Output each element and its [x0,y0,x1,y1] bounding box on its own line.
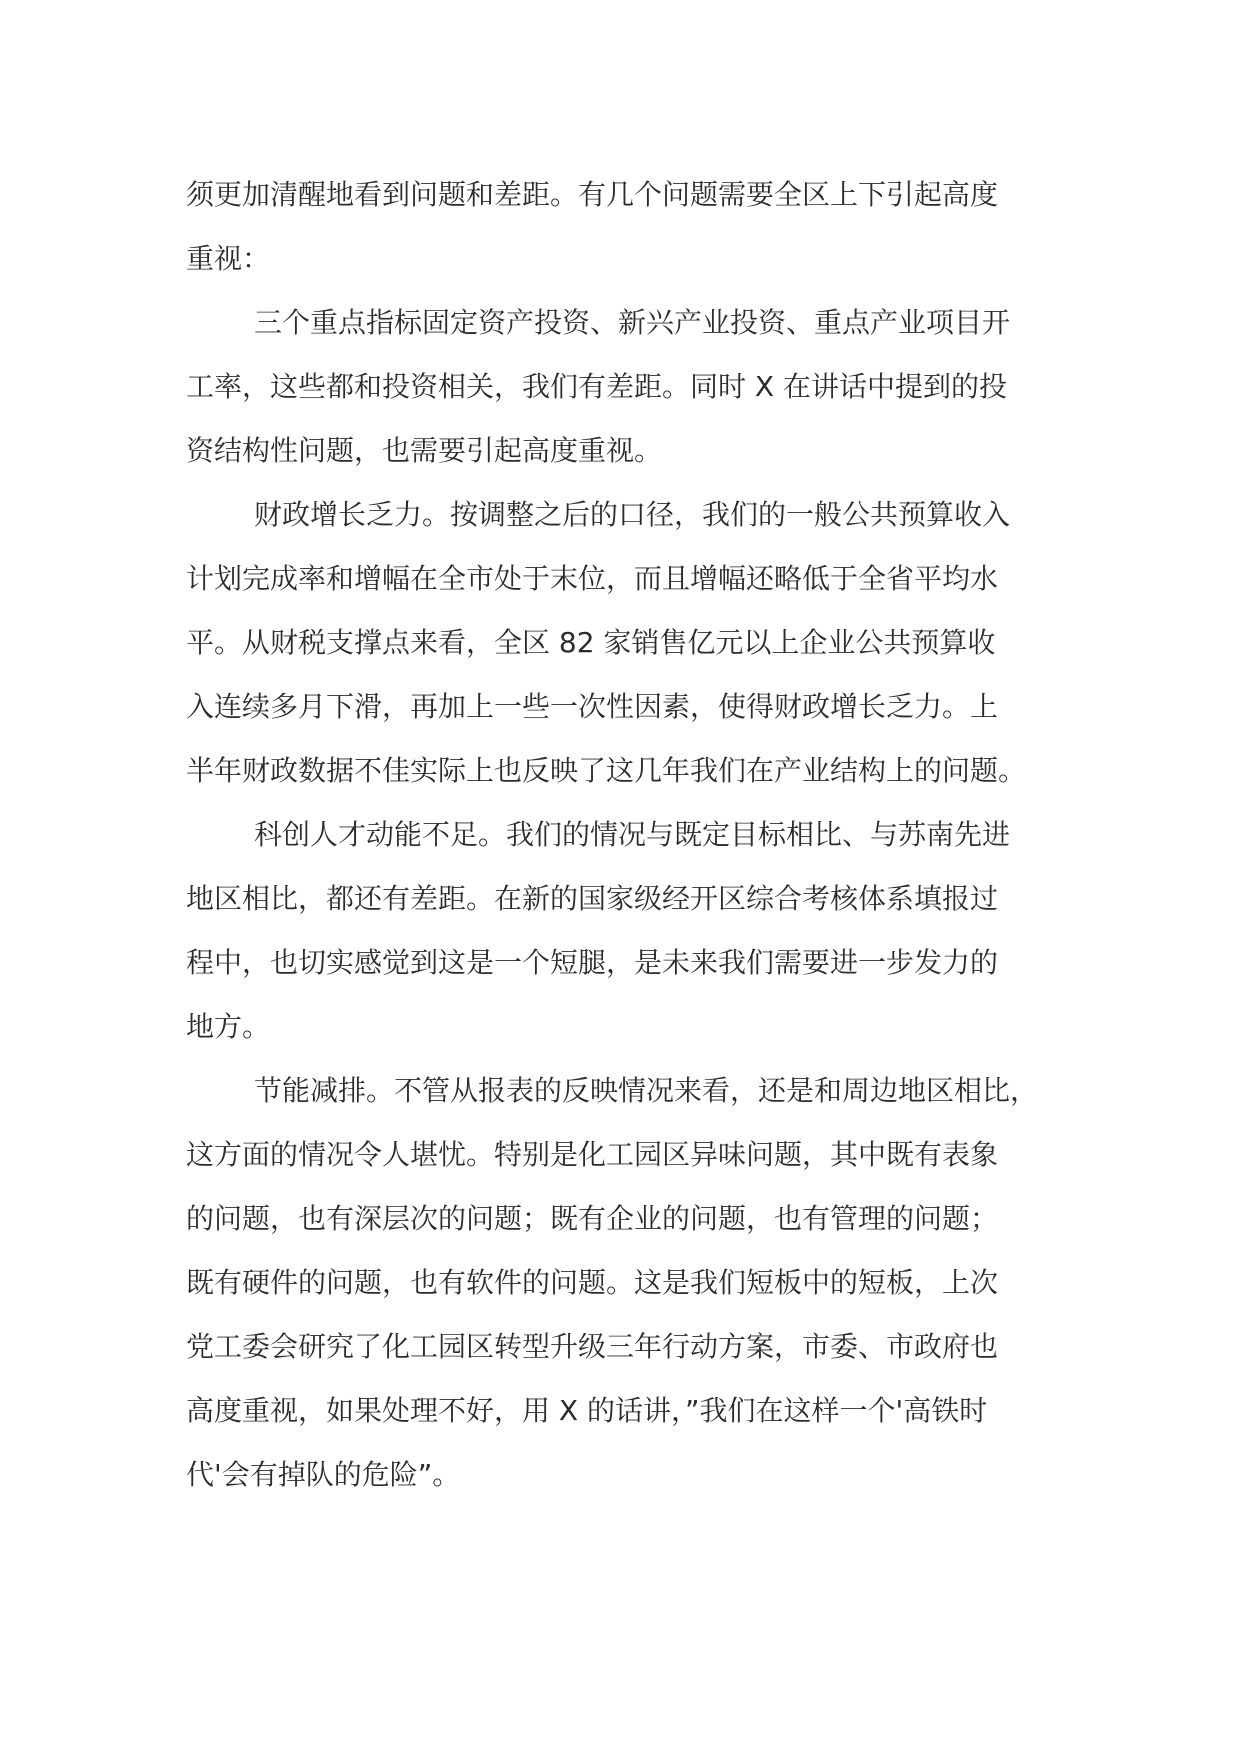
paragraph [186,803,1086,1059]
text-line: 资结构性问题，也需要引起高度重视。 [186,434,663,467]
document-body [186,163,1086,1507]
text-line: 既有硬件的问题，也有软件的问题。这是我们短板中的短板，上次 [186,1266,999,1299]
text-line: 平。从财税支撑点来看，全区 82 家销售亿元以上企业公共预算收 [186,626,996,659]
text-line: 地区相比，都还有差距。在新的国家级经开区综合考核体系填报过 [186,882,999,915]
text-line: 程中，也切实感觉到这是一个短腿，是未来我们需要进一步发力的 [186,946,999,979]
paragraph [186,483,1086,803]
text-line: 节能减排。不管从报表的反映情况来看，还是和周边地区相比， [254,1074,1039,1107]
text-line: 财政增长乏力。按调整之后的口径，我们的一般公共预算收入 [254,498,1011,531]
text-line: 高度重视，如果处理不好，用 X 的话讲，”我们在这样一个'高铁时 [186,1394,988,1427]
text-line: 这方面的情况令人堪忧。特别是化工园区异味问题，其中既有表象 [186,1138,999,1171]
text-line: 的问题，也有深层次的问题；既有企业的问题，也有管理的问题； [186,1202,999,1235]
text-line: 须更加清醒地看到问题和差距。有几个问题需要全区上下引起高度 [186,178,999,211]
text-line: 地方。 [186,1010,271,1043]
paragraph [186,1059,1086,1507]
text-line: 计划完成率和增幅在全市处于末位，而且增幅还略低于全省平均水 [186,562,999,595]
text-line: 半年财政数据不佳实际上也反映了这几年我们在产业结构上的问题。 [186,754,1027,787]
text-line: 入连续多月下滑，再加上一些一次性因素，使得财政增长乏力。上 [186,690,999,723]
text-line: 科创人才动能不足。我们的情况与既定目标相比、与苏南先进 [254,818,1011,851]
text-line: 党工委会研究了化工园区转型升级三年行动方案，市委、市政府也 [186,1330,999,1363]
paragraph [186,291,1086,483]
text-line: 工率，这些都和投资相关，我们有差距。同时 X 在讲话中提到的投 [186,370,1007,403]
text-line: 重视： [186,242,271,275]
text-line: 三个重点指标固定资产投资、新兴产业投资、重点产业项目开 [254,306,1011,339]
text-line: 代'会有掉队的危险”。 [186,1458,461,1491]
paragraph [186,163,1086,291]
